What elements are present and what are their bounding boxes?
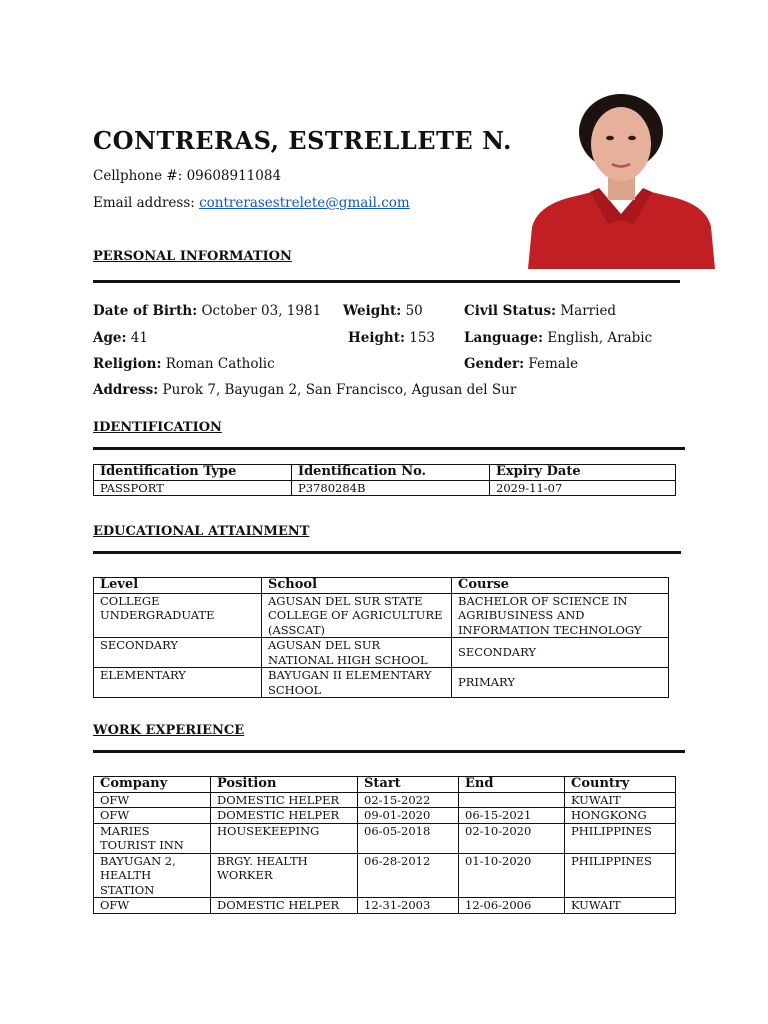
table-cell: PHILIPPINES — [565, 823, 676, 853]
height-field — [348, 330, 435, 346]
table-row — [94, 808, 676, 824]
phone-label: Cellphone #: — [93, 168, 183, 184]
table-header-row — [94, 777, 676, 793]
table-cell: BAYUGAN 2, HEALTH STATION — [94, 853, 211, 898]
weight-value: 50 — [405, 303, 423, 319]
column-header: End — [459, 777, 565, 793]
table-cell: DOMESTIC HELPER — [211, 898, 358, 914]
table-cell: BAYUGAN II ELEMENTARY SCHOOL — [262, 668, 452, 698]
address-label: Address: — [93, 382, 159, 398]
column-header: Start — [358, 777, 459, 793]
column-header: Company — [94, 777, 211, 793]
gender-field — [464, 356, 578, 372]
personal-info-heading: PERSONAL INFORMATION — [93, 249, 292, 264]
language-field — [464, 330, 652, 346]
age-field — [93, 330, 148, 346]
table-cell: 06-28-2012 — [358, 853, 459, 898]
column-header: Position — [211, 777, 358, 793]
table-row — [94, 898, 676, 914]
height-label: Height: — [348, 330, 405, 346]
eye-left — [606, 136, 614, 140]
education-table — [93, 577, 669, 698]
table-row — [94, 668, 669, 698]
civil-status-label: Civil Status: — [464, 303, 557, 319]
age-label: Age: — [93, 330, 127, 346]
table-header-row — [94, 465, 676, 481]
height-value: 153 — [409, 330, 436, 346]
table-cell: SECONDARY — [452, 638, 669, 668]
table-cell: PASSPORT — [94, 480, 292, 496]
section-divider — [93, 280, 680, 283]
table-row — [94, 823, 676, 853]
language-label: Language: — [464, 330, 544, 346]
table-cell: BACHELOR OF SCIENCE IN AGRIBUSINESS AND INFORMATION TECHNOLOGY — [452, 593, 669, 638]
weight-label: Weight: — [343, 303, 402, 319]
identification-heading: IDENTIFICATION — [93, 420, 222, 435]
table-cell: PRIMARY — [452, 668, 669, 698]
applicant-photo — [528, 92, 715, 269]
table-header-row — [94, 578, 669, 594]
table-cell — [459, 792, 565, 808]
dob-value: October 03, 1981 — [201, 303, 322, 319]
email-line — [93, 195, 410, 211]
column-header: Level — [94, 578, 262, 594]
phone-value: 09608911084 — [186, 168, 282, 184]
education-heading: EDUCATIONAL ATTAINMENT — [93, 524, 310, 539]
section-divider — [93, 447, 685, 450]
table-cell: 02-10-2020 — [459, 823, 565, 853]
table-row — [94, 638, 669, 668]
work-table — [93, 776, 676, 914]
email-label: Email address: — [93, 195, 195, 211]
table-row — [94, 480, 676, 496]
religion-field — [93, 356, 275, 372]
work-heading: WORK EXPERIENCE — [93, 723, 245, 738]
table-cell: KUWAIT — [565, 792, 676, 808]
column-header: Identification No. — [292, 465, 490, 481]
table-cell: 12-06-2006 — [459, 898, 565, 914]
age-value: 41 — [130, 330, 148, 346]
table-cell: 06-05-2018 — [358, 823, 459, 853]
table-cell: BRGY. HEALTH WORKER — [211, 853, 358, 898]
column-header: Course — [452, 578, 669, 594]
table-cell: 09-01-2020 — [358, 808, 459, 824]
address-field — [93, 382, 516, 398]
eye-right — [628, 136, 636, 140]
table-row — [94, 593, 669, 638]
column-header: School — [262, 578, 452, 594]
table-cell: COLLEGE UNDERGRADUATE — [94, 593, 262, 638]
language-value: English, Arabic — [547, 330, 653, 346]
table-cell: P3780284B — [292, 480, 490, 496]
table-cell: OFW — [94, 808, 211, 824]
weight-field — [343, 303, 423, 319]
shirt-shape — [528, 190, 715, 269]
civil-status-value: Married — [560, 303, 617, 319]
table-cell: 2029-11-07 — [490, 480, 676, 496]
table-cell: 12-31-2003 — [358, 898, 459, 914]
email-link[interactable]: contrerasestrelete@gmail.com — [199, 195, 410, 211]
gender-label: Gender: — [464, 356, 525, 372]
table-row — [94, 792, 676, 808]
applicant-name: CONTRERAS, ESTRELLETE N. — [93, 126, 512, 155]
portrait-image — [528, 92, 715, 269]
civil-status-field — [464, 303, 616, 319]
table-row — [94, 853, 676, 898]
section-divider — [93, 551, 681, 554]
table-cell: KUWAIT — [565, 898, 676, 914]
table-cell: HOUSEKEEPING — [211, 823, 358, 853]
address-value: Purok 7, Bayugan 2, San Francisco, Agusan del Sur — [162, 382, 517, 398]
table-cell: PHILIPPINES — [565, 853, 676, 898]
table-cell: 01-10-2020 — [459, 853, 565, 898]
table-cell: OFW — [94, 792, 211, 808]
face-shape — [591, 107, 651, 181]
table-cell: SECONDARY — [94, 638, 262, 668]
column-header: Identification Type — [94, 465, 292, 481]
phone-line — [93, 168, 281, 184]
table-cell: ELEMENTARY — [94, 668, 262, 698]
identification-table — [93, 464, 676, 496]
religion-label: Religion: — [93, 356, 162, 372]
table-cell: DOMESTIC HELPER — [211, 792, 358, 808]
table-cell: OFW — [94, 898, 211, 914]
religion-value: Roman Catholic — [165, 356, 275, 372]
section-divider — [93, 750, 685, 753]
table-cell: AGUSAN DEL SUR NATIONAL HIGH SCHOOL — [262, 638, 452, 668]
column-header: Expiry Date — [490, 465, 676, 481]
dob-label: Date of Birth: — [93, 303, 198, 319]
table-cell: 06-15-2021 — [459, 808, 565, 824]
table-cell: 02-15-2022 — [358, 792, 459, 808]
table-cell: MARIES TOURIST INN — [94, 823, 211, 853]
table-cell: DOMESTIC HELPER — [211, 808, 358, 824]
gender-value: Female — [528, 356, 579, 372]
table-cell: HONGKONG — [565, 808, 676, 824]
column-header: Country — [565, 777, 676, 793]
table-cell: AGUSAN DEL SUR STATE COLLEGE OF AGRICULTURE (ASSCAT) — [262, 593, 452, 638]
dob-field — [93, 303, 321, 319]
